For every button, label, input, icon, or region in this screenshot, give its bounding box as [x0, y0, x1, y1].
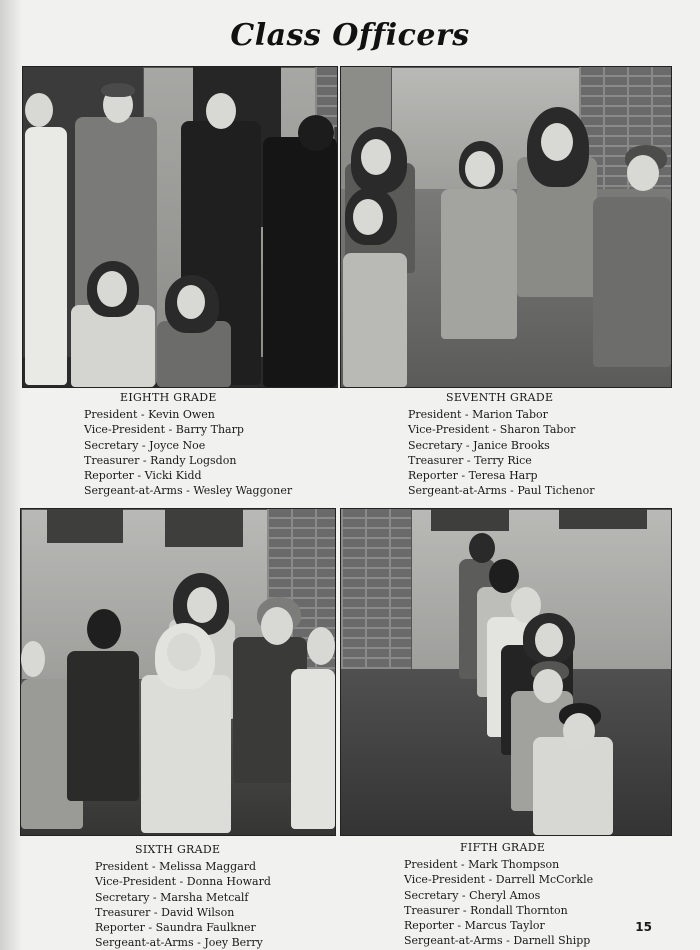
officer-line: Treasurer - Rondall Thornton — [404, 903, 568, 917]
grade-heading: EIGHTH GRADE — [120, 391, 217, 404]
officer-line: Treasurer - Randy Logsdon — [84, 453, 237, 467]
officer-line: Sergeant-at-Arms - Joey Berry — [95, 936, 263, 950]
officer-line: Reporter - Vicki Kidd — [84, 469, 202, 483]
sixth-grade-photo — [20, 508, 336, 836]
officer-line: President - Melissa Maggard — [95, 860, 257, 874]
fifth-grade-photo — [340, 508, 672, 836]
officer-line: Treasurer - Terry Rice — [408, 453, 532, 467]
officer-line: President - Marion Tabor — [408, 408, 548, 422]
officer-line: Reporter - Saundra Faulkner — [95, 921, 256, 935]
eighth-grade-photo — [22, 66, 338, 388]
officer-line: Secretary - Cheryl Amos — [404, 888, 541, 902]
grade-heading: SIXTH GRADE — [135, 843, 221, 856]
officer-line: Reporter - Teresa Harp — [408, 469, 538, 483]
page-title: Class Officers — [230, 18, 470, 53]
seventh-grade-caption — [408, 390, 658, 498]
officer-line: Vice-President - Darrell McCorkle — [404, 873, 594, 887]
officer-line: Secretary - Janice Brooks — [408, 438, 550, 452]
seventh-grade-photo — [340, 66, 672, 388]
grade-heading: FIFTH GRADE — [460, 841, 546, 854]
officer-line: Secretary - Joyce Noe — [84, 438, 206, 452]
page-binding-shadow — [0, 0, 22, 950]
officer-line: Sergeant-at-Arms - Darnell Shipp — [404, 934, 591, 948]
officer-line: Vice-President - Sharon Tabor — [408, 423, 576, 437]
officer-line: Vice-President - Donna Howard — [95, 875, 271, 889]
sixth-grade-caption — [95, 842, 335, 950]
eighth-grade-caption — [84, 390, 334, 498]
fifth-grade-caption — [404, 840, 654, 948]
officer-line: Vice-President - Barry Tharp — [84, 423, 244, 437]
officer-line: Sergeant-at-Arms - Paul Tichenor — [408, 484, 595, 498]
officer-line: President - Mark Thompson — [404, 858, 560, 872]
officer-line: President - Kevin Owen — [84, 408, 215, 422]
page-number: 15 — [635, 920, 652, 934]
officer-line: Secretary - Marsha Metcalf — [95, 890, 249, 904]
officer-line: Sergeant-at-Arms - Wesley Waggoner — [84, 484, 293, 498]
officer-line: Treasurer - David Wilson — [95, 905, 235, 919]
officer-line: Reporter - Marcus Taylor — [404, 919, 545, 933]
grade-heading: SEVENTH GRADE — [446, 391, 554, 404]
